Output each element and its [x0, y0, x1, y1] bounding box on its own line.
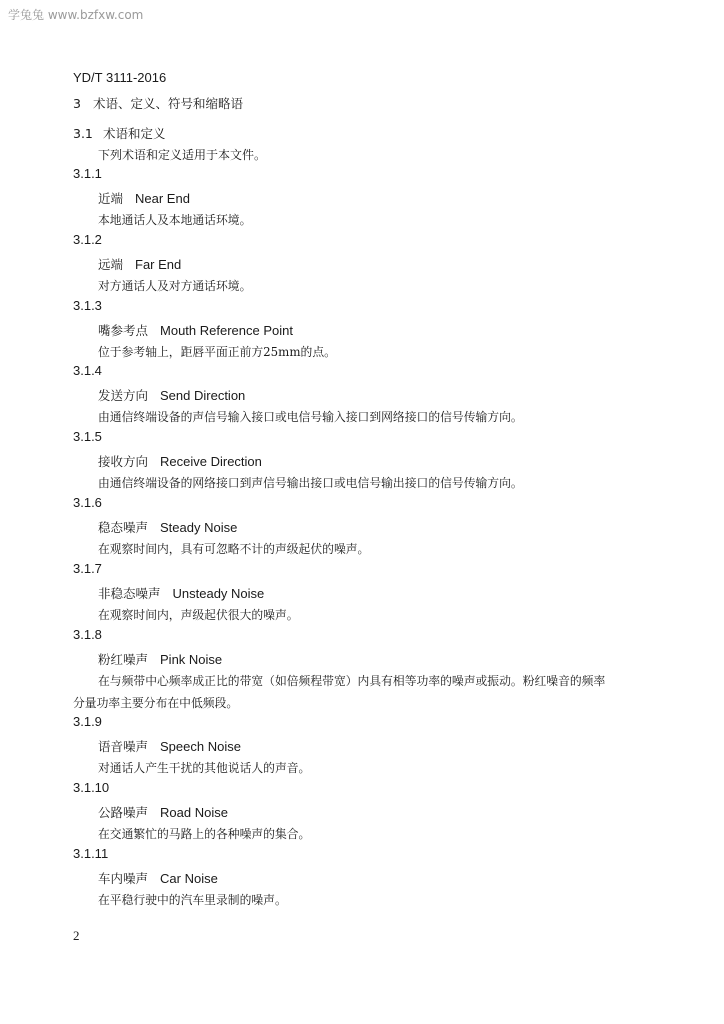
- term-name-zh: 车内噪声: [98, 871, 149, 886]
- term-number: 3.1.10: [73, 780, 110, 796]
- term-name-zh: 语音噪声: [98, 739, 149, 755]
- term-name-en: Unsteady Noise: [172, 585, 265, 601]
- section-heading: [73, 124, 166, 142]
- term-definition: 位于参考轴上，距唇平面正前方25mm的点。: [98, 344, 336, 359]
- term-name-zh: 稳态噪声: [98, 520, 149, 535]
- chapter-number: 3: [73, 96, 81, 111]
- term-number: 3.1.2: [73, 231, 102, 247]
- lead-paragraph: 下列术语和定义适用于本文件。: [98, 148, 267, 162]
- term-number: 3.1.9: [73, 714, 102, 730]
- term-name-en: Speech Noise: [160, 739, 241, 755]
- term-name-en: Pink Noise: [160, 651, 223, 667]
- term-definition: 对通话人产生干扰的其他说话人的声音。: [98, 761, 311, 776]
- term-title: [98, 584, 264, 602]
- term-name-zh: 粉红噪声: [98, 651, 149, 667]
- term-title: [98, 321, 293, 339]
- term-title: [98, 650, 222, 668]
- chapter-title: 术语、定义、符号和缩略语: [93, 96, 244, 111]
- term-number: 3.1.4: [73, 363, 102, 379]
- term-definition: 对方通话人及对方通话环境。: [98, 278, 252, 293]
- term-number: 3.1.6: [73, 495, 102, 510]
- term-number: 3.1.1: [73, 166, 102, 181]
- document-code: YD/T 3111-2016: [73, 70, 167, 85]
- term-name-zh: 公路噪声: [98, 805, 149, 821]
- term-name-en: Receive Direction: [160, 454, 262, 470]
- section-number: 3.1: [73, 126, 93, 141]
- term-name-zh: 发送方向: [98, 388, 149, 404]
- term-definition: 由通信终端设备的声信号输入接口或电信号输入接口到网络接口的信号传输方向。: [98, 410, 523, 425]
- term-number: 3.1.5: [73, 429, 102, 445]
- term-definition-continued: 分量功率主要分布在中低频段。: [73, 695, 239, 710]
- term-number: 3.1.11: [73, 846, 109, 861]
- term-definition: 在观察时间内，声级起伏很大的噪声。: [98, 607, 299, 622]
- term-title: [98, 255, 181, 273]
- term-number: 3.1.7: [73, 560, 102, 576]
- term-name-en: Mouth Reference Point: [160, 322, 293, 338]
- term-number: 3.1.3: [73, 297, 102, 313]
- term-title: [98, 386, 245, 404]
- term-name-zh: 接收方向: [98, 454, 149, 470]
- term-definition: 由通信终端设备的网络接口到声信号输出接口或电信号输出接口的信号传输方向。: [98, 476, 523, 491]
- term-name-en: Far End: [135, 256, 182, 272]
- term-definition: 在平稳行驶中的汽车里录制的噪声。: [98, 893, 287, 907]
- term-name-zh: 非稳态噪声: [98, 585, 161, 601]
- term-name-zh: 近端: [98, 191, 124, 206]
- watermark: 学兔兔 www.bzfxw.com: [8, 8, 144, 22]
- term-name-en: Steady Noise: [160, 520, 238, 535]
- term-name-zh: 嘴参考点: [98, 322, 149, 338]
- term-name-en: Car Noise: [160, 871, 218, 886]
- term-definition: 在交通繁忙的马路上的各种噪声的集合。: [98, 827, 311, 842]
- term-definition: 在与频带中心频率成正比的带宽（如倍频程带宽）内具有相等功率的噪声或振动。粉红噪音的频率: [98, 673, 606, 688]
- term-name-en: Send Direction: [160, 388, 246, 404]
- page-number: 2: [73, 928, 80, 943]
- term-title: [98, 737, 241, 755]
- term-definition: 在观察时间内，具有可忽略不计的声级起伏的噪声。: [98, 542, 370, 556]
- term-title: [98, 189, 190, 207]
- term-number: 3.1.8: [73, 626, 102, 642]
- term-title: [98, 518, 237, 536]
- term-title: [98, 869, 218, 887]
- chapter-heading: [73, 94, 243, 112]
- term-name-en: Road Noise: [160, 805, 228, 821]
- section-title: 术语和定义: [103, 126, 166, 141]
- term-name-zh: 远端: [98, 256, 124, 272]
- term-name-en: Near End: [135, 191, 190, 206]
- term-title: [98, 452, 262, 470]
- term-title: [98, 803, 228, 821]
- term-definition: 本地通话人及本地通话环境。: [98, 213, 252, 227]
